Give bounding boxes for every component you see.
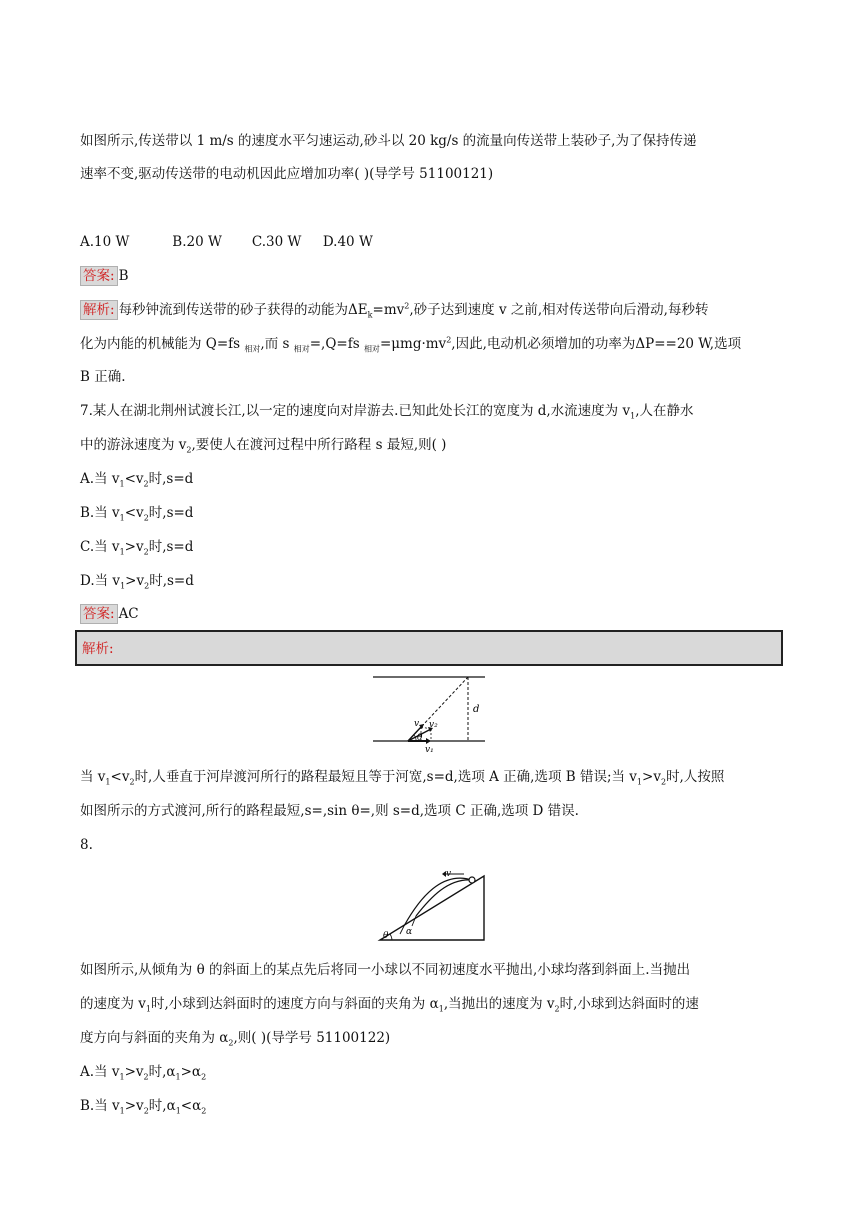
river-crossing-figure (370, 674, 490, 756)
q7-option-a: A.当 $v_1<v_2$时,s=d (80, 471, 194, 489)
q6-analysis-line1: 解析: 每秒钟流到传送带的砂子获得的动能为$\Delta E_k=mv^2$,砂子达到速度 v 之前,相对传送带向后滑动,每秒转 (80, 300, 708, 320)
label-alpha: α (406, 927, 413, 937)
q6-analysis-line3: B 正确. (80, 369, 126, 385)
analysis-tag: 解析: (80, 300, 118, 320)
q7-stem-line1: 7.某人在湖北荆州试渡长江,以一定的速度向对岸游去.已知此处长江的宽度为 d,水流速度为 $v_1$,人在静水 (80, 403, 694, 421)
label-theta: θ (383, 931, 389, 941)
answer-value: B (118, 268, 129, 284)
q8-stem-line3: 度方向与斜面的夹角为 $\alpha_2$,则( )(导学号 51100122) (80, 1030, 391, 1048)
answer-value: AC (118, 606, 139, 622)
q7-explain-line2: 如图所示的方式渡河,所行的路程最短,s=,sin θ=,则 s=d,选项 C 正确,选项 D 错误. (80, 803, 579, 819)
q8-stem-line1: 如图所示,从倾角为 θ 的斜面上的某点先后将同一小球以不同初速度水平抛出,小球均落到斜面上.当抛出 (80, 962, 691, 978)
q8-stem-line2: 的速度为 $v_1$时,小球到达斜面时的速度方向与斜面的夹角为 $\alpha_1$,当抛出的速度为 $v_2$时,小球到达斜面时的速 (80, 996, 699, 1014)
q6-analysis-line2: 化为内能的机械能为 Q=fs $_{相对}$,而 s $_{相对}$=,Q=fs $_{相对}=\mu mg\cdot mv^2$,因此,电动机必须增加的功率为ΔP==20 W,选项 (80, 335, 742, 354)
label-theta: θ (417, 733, 423, 743)
q7-option-b: B.当 $v_1<v_2$时,s=d (80, 505, 194, 523)
q7-analysis-box (75, 630, 783, 666)
label-d: d (473, 704, 480, 715)
q7-option-c: C.当 $v_1>v_2$时,s=d (80, 539, 194, 557)
q8-option-a: A.当 $v_1>v_2$时$,\alpha_1>\alpha_2$ (80, 1064, 207, 1082)
label-v: v (414, 719, 420, 729)
label-v: v (446, 869, 452, 879)
incline-projectile-figure (376, 868, 488, 944)
q7-answer (80, 604, 139, 624)
q8-option-b: B.当 $v_1>v_2$时$,\alpha_1<\alpha_2$ (80, 1098, 207, 1116)
q7-explain-line1: 当 $v_1<v_2$时,人垂直于河岸渡河所行的路程最短且等于河宽,s=d,选项 A 正确,选项 B 错误;当 $v_1>v_2$时,人按照 (80, 769, 725, 787)
answer-tag: 答案: (80, 266, 118, 286)
q7-option-d: D.当 $v_1>v_2$时,s=d (80, 573, 194, 591)
q6-options: A.10 W B.20 W C.30 W D.40 W (80, 234, 373, 250)
label-v2: v₂ (429, 720, 438, 730)
q6-stem-line2: 速率不变,驱动传送带的电动机因此应增加功率( )(导学号 51100121) (80, 166, 494, 182)
q6-stem-line1: 如图所示,传送带以 1 m/s 的速度水平匀速运动,砂斗以 20 kg/s 的流量向传送带上装砂子,为了保持传递 (80, 133, 697, 149)
answer-tag: 答案: (80, 604, 118, 624)
q6-answer (80, 266, 128, 286)
q8-number: 8. (80, 837, 93, 853)
label-v1: v₁ (425, 745, 434, 755)
q7-stem-line2: 中的游泳速度为 $v_2$,要使人在渡河过程中所行路程 s 最短,则( ) (80, 437, 447, 455)
analysis-tag: 解析: (82, 641, 114, 657)
